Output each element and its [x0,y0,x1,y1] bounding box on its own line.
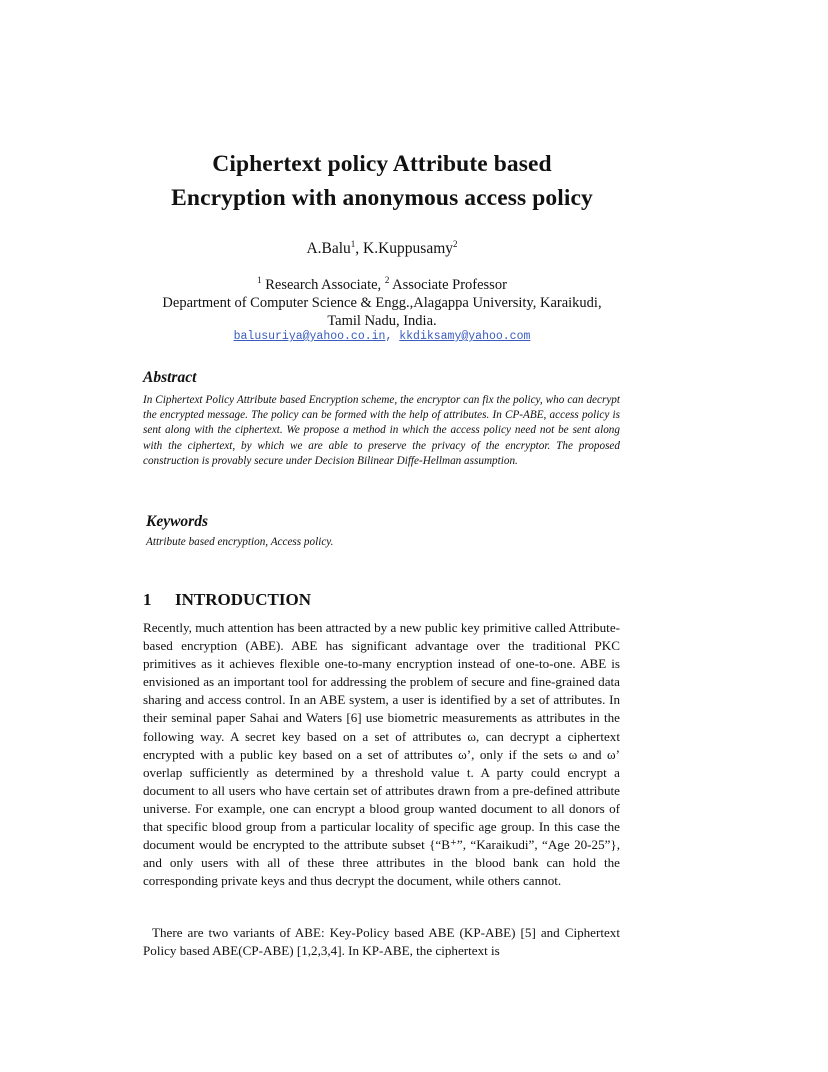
abstract-text: In Ciphertext Policy Attribute based Encryption scheme, the encryptor can fix the policy, who can decrypt the encrypted message. The policy can be formed with the help of attributes. In CP-ABE, access policy is sent along with the ciphertext. We propose a method in which the access policy need not be sent along with the ciphertext, by which we are able to preserve the privacy of the encryptor. The proposed construction is provably secure under Decision Bilinear Diffe-Hellman assumption. [143,394,620,467]
email-separator: , [385,330,400,343]
email-link[interactable]: balusuriya@yahoo.co.in [233,330,386,343]
section-number: 1 [143,590,152,609]
author-name: K.Kuppusamy [363,240,454,257]
affiliation-role: Research Associate, [261,277,385,293]
author-superscript: 1 [350,238,356,249]
affiliation-roles [0,276,764,294]
section-title: INTRODUCTION [175,590,312,609]
affiliation-block [0,276,764,330]
affiliation-superscript: 2 [384,275,390,286]
author-separator: , [355,240,364,257]
affiliation-location: Tamil Nadu, India. [327,313,437,329]
email-link[interactable]: kkdiksamy@yahoo.com [399,330,531,343]
abstract-heading: Abstract [143,369,197,386]
keywords-text: Attribute based encryption, Access policy. [146,536,334,548]
author-name: A.Balu [306,240,351,257]
keywords-heading: Keywords [146,513,208,530]
title-line-1: Ciphertext policy Attribute based [212,151,552,177]
affiliation-department: Department of Computer Science & Engg.,Alagappa University, Karaikudi, [162,295,602,311]
affiliation-role: Associate Professor [389,277,507,293]
section-heading [143,589,311,611]
body-paragraph: Recently, much attention has been attracted by a new public key primitive called Attribute-based encryption (ABE). ABE has significant advantage over the traditional PKC primitives as it achieves flexible one-to-many encryption instead of one-to-one. ABE is envisioned as an important tool for addressing the problem of secure and fine-grained data sharing and access control. In an ABE system, a user is identified by a set of attributes. In their seminal paper Sahai and Waters [6] use biometric measurements as attributes in the following way. A secret key based on a set of attributes ω, can decrypt a ciphertext encrypted with a public key based on a set of attributes ω’, only if the sets ω and ω’ overlap sufficiently as determined by a threshold value t. A party could encrypt a document to all users who have certain set of attributes drawn from a pre-defined attribute universe. For example, one can encrypt a blood group wanted document to all donors of that specific blood group from a particular locality of specific age group. In this case the document would be encrypted to the attribute subset {“B⁺”, “Karaikudi”, “Age 20-25”}, and only users with all of these three attributes in the blood bank can hold the corresponding private keys and thus decrypt the document, while others cannot. [143,620,620,889]
author-list [0,239,764,259]
body-paragraph: There are two variants of ABE: Key-Policy based ABE (KP-ABE) [5] and Ciphertext Policy based ABE(CP-ABE) [1,2,3,4]. In KP-ABE, the ciphertext is [143,925,620,959]
paper-title [0,147,764,215]
title-line-2: Encryption with anonymous access policy [171,185,593,211]
affiliation-superscript: 1 [257,275,262,286]
author-emails [0,330,764,344]
author-superscript: 2 [453,238,458,249]
